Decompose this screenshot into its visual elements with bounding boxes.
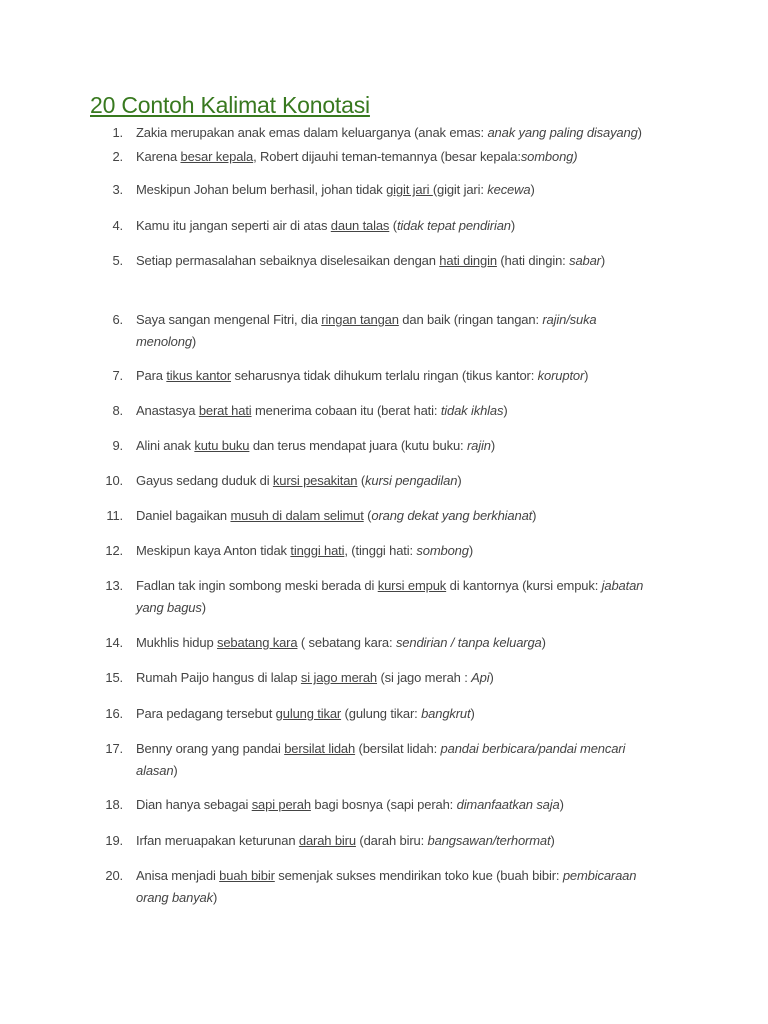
sentence-text: ) <box>559 797 564 812</box>
item-number: 12. <box>105 543 123 558</box>
idiom-meaning: sendirian / tanpa keluarga <box>395 635 542 650</box>
idiom-phrase: kursi empuk <box>377 578 447 593</box>
item-text <box>136 470 462 492</box>
idiom-phrase: kutu buku <box>194 438 250 453</box>
document-title: 20 Contoh Kalimat Konotasi <box>90 92 370 118</box>
idiom-phrase: tikus kantor <box>166 368 232 383</box>
item-text <box>136 365 588 387</box>
sentence-text: (hati dingin: <box>496 253 570 268</box>
sentence-text: ) <box>530 182 535 197</box>
sentence-text: ( <box>357 473 366 488</box>
item-text <box>136 400 508 422</box>
item-number: 20. <box>105 868 123 883</box>
sentence-text: ( <box>389 218 397 233</box>
sentence-text: Mukhlis hidup <box>136 635 217 650</box>
idiom-phrase: buah bibir <box>219 868 275 883</box>
item-number: 4. <box>112 218 123 233</box>
item-number: 16. <box>105 706 123 721</box>
sentence-text: ) <box>470 706 475 721</box>
item-text <box>136 794 564 816</box>
idiom-meaning: orang dekat yang berkhianat <box>371 508 533 523</box>
idiom-meaning: sombong) <box>520 149 578 164</box>
idiom-phrase: besar kepala <box>180 149 254 164</box>
sentence-text: ( <box>363 508 372 523</box>
idiom-meaning: kursi pengadilan <box>365 473 458 488</box>
item-number: 17. <box>105 741 123 756</box>
sentence-text: semenjak sukses mendirikan toko kue (buah bibir: <box>274 868 563 883</box>
sentence-text: Saya sangan mengenal Fitri, dia <box>136 312 322 327</box>
sentence-text: ) <box>212 890 218 905</box>
sentence-text: (darah biru: <box>355 833 428 848</box>
sentence-text: , Robert dijauhi teman-temannya (besar kepala: <box>253 149 521 164</box>
item-text <box>136 505 536 527</box>
idiom-phrase: bersilat lidah <box>284 741 356 756</box>
item-text <box>136 309 597 353</box>
item-text <box>136 830 555 852</box>
item-number: 14. <box>105 635 123 650</box>
item-text <box>136 250 605 272</box>
sentence-text: Zakia merupakan anak emas dalam keluarganya (anak emas: <box>136 125 488 140</box>
idiom-meaning: anak yang paling disayang <box>487 125 638 140</box>
sentence-text: ) <box>584 368 589 383</box>
idiom-phrase: sapi perah <box>251 797 311 812</box>
idiom-phrase: tinggi hati <box>290 543 345 558</box>
idiom-meaning: koruptor <box>537 368 585 383</box>
idiom-meaning: Api <box>471 670 490 685</box>
item-number: 3. <box>112 182 123 197</box>
idiom-phrase: berat hati <box>198 403 252 418</box>
item-text <box>136 179 535 201</box>
idiom-meaning: bangsawan/terhormat <box>427 833 551 848</box>
sentence-text: ) <box>541 635 546 650</box>
sentence-text: Daniel bagaikan <box>136 508 231 523</box>
sentence-text: Meskipun kaya Anton tidak <box>136 543 291 558</box>
idiom-meaning: sombong <box>416 543 469 558</box>
idiom-phrase: kursi pesakitan <box>272 473 358 488</box>
sentence-text: ) <box>532 508 537 523</box>
item-text <box>136 435 495 457</box>
item-number: 15. <box>105 670 123 685</box>
sentence-text: Dian hanya sebagai <box>136 797 252 812</box>
item-text <box>136 738 625 782</box>
idiom-phrase: daun talas <box>330 218 390 233</box>
item-number: 7. <box>112 368 123 383</box>
idiom-phrase: si jago merah <box>300 670 378 685</box>
item-number: 2. <box>112 149 123 164</box>
sentence-text: (bersilat lidah: <box>355 741 441 756</box>
idiom-meaning: sabar <box>569 253 601 268</box>
item-text <box>136 632 546 654</box>
sentence-text: , (tinggi hati: <box>344 543 417 558</box>
sentence-text: ) <box>489 670 494 685</box>
item-text <box>136 865 636 909</box>
idiom-phrase: ringan tangan <box>321 312 399 327</box>
sentence-text: ) <box>173 763 178 778</box>
sentence-text: Rumah Paijo hangus di lalap <box>136 670 301 685</box>
item-number: 8. <box>112 403 123 418</box>
sentence-text: dan terus mendapat juara (kutu buku: <box>249 438 467 453</box>
item-number: 5. <box>112 253 123 268</box>
idiom-meaning: menolong <box>136 334 192 349</box>
sentence-text: ) <box>510 218 516 233</box>
item-number: 10. <box>105 473 123 488</box>
sentence-text: Fadlan tak ingin sombong meski berada di <box>136 578 378 593</box>
sentence-text: ) <box>468 543 474 558</box>
sentence-text: Para pedagang tersebut <box>136 706 276 721</box>
idiom-meaning: pandai berbicara/pandai mencari <box>440 741 626 756</box>
sentence-text: di kantornya (kursi empuk: <box>446 578 602 593</box>
item-number: 9. <box>112 438 123 453</box>
sentence-text: Benny orang yang pandai <box>136 741 285 756</box>
sentence-text: Irfan meruapakan keturunan <box>136 833 299 848</box>
item-text <box>136 122 642 144</box>
sentence-text: Alini anak <box>136 438 195 453</box>
item-text <box>136 215 515 237</box>
sentence-text: Setiap permasalahan sebaiknya diselesaikan dengan <box>136 253 440 268</box>
idiom-meaning: jabatan <box>601 578 644 593</box>
idiom-phrase: musuh di dalam selimut <box>230 508 364 523</box>
item-number: 13. <box>105 578 123 593</box>
idiom-meaning: pembicaraan <box>562 868 637 883</box>
sentence-text: ) <box>490 438 495 453</box>
idiom-meaning: rajin/suka <box>542 312 597 327</box>
sentence-text: bagi bosnya (sapi perah: <box>310 797 457 812</box>
idiom-meaning: alasan <box>136 763 174 778</box>
idiom-phrase: gulung tikar <box>275 706 342 721</box>
item-text <box>136 667 494 689</box>
idiom-meaning: tidak tepat pendirian <box>396 218 511 233</box>
item-text <box>136 703 475 725</box>
sentence-text: Anastasya <box>136 403 199 418</box>
item-number: 18. <box>105 797 123 812</box>
idiom-phrase: sebatang kara <box>217 635 298 650</box>
sentence-text: dan baik (ringan tangan: <box>398 312 543 327</box>
idiom-meaning: tidak ikhlas <box>440 403 504 418</box>
sentence-text: (gulung tikar: <box>341 706 422 721</box>
sentence-text: ) <box>637 125 642 140</box>
sentence-text: Para <box>136 368 167 383</box>
idiom-meaning: dimanfaatkan saja <box>456 797 560 812</box>
idiom-meaning: rajin <box>466 438 491 453</box>
sentence-text: ) <box>503 403 508 418</box>
sentence-text: menerima cobaan itu (berat hati: <box>251 403 441 418</box>
idiom-meaning: yang bagus <box>136 600 202 615</box>
sentence-text: Gayus sedang duduk di <box>136 473 273 488</box>
item-text <box>136 146 577 168</box>
sentence-text: Kamu itu jangan seperti air di atas <box>136 218 331 233</box>
sentence-text: ) <box>457 473 462 488</box>
idiom-meaning: kecewa <box>487 182 531 197</box>
sentence-text: ) <box>600 253 606 268</box>
sentence-text: Karena <box>136 149 181 164</box>
idiom-meaning: bangkrut <box>421 706 471 721</box>
sentence-text: (gigit jari: <box>432 182 488 197</box>
sentence-text: (si jago merah : <box>377 670 472 685</box>
item-text <box>136 540 473 562</box>
item-number: 6. <box>112 312 123 327</box>
idiom-phrase: darah biru <box>298 833 356 848</box>
idiom-phrase: hati dingin <box>439 253 497 268</box>
sentence-text: seharusnya tidak dihukum terlalu ringan (tikus kantor: <box>231 368 538 383</box>
item-text <box>136 575 643 619</box>
sentence-text: ) <box>201 600 206 615</box>
sentence-text: ) <box>191 334 197 349</box>
idiom-phrase: gigit jari <box>386 182 433 197</box>
item-number: 19. <box>105 833 123 848</box>
item-number: 11. <box>106 508 123 523</box>
sentence-text: Anisa menjadi <box>136 868 220 883</box>
sentence-text: Meskipun Johan belum berhasil, johan tidak <box>136 182 387 197</box>
sentence-text: ( sebatang kara: <box>297 635 396 650</box>
item-number: 1. <box>112 125 123 140</box>
sentence-text: ) <box>550 833 555 848</box>
idiom-meaning: orang banyak <box>136 890 213 905</box>
